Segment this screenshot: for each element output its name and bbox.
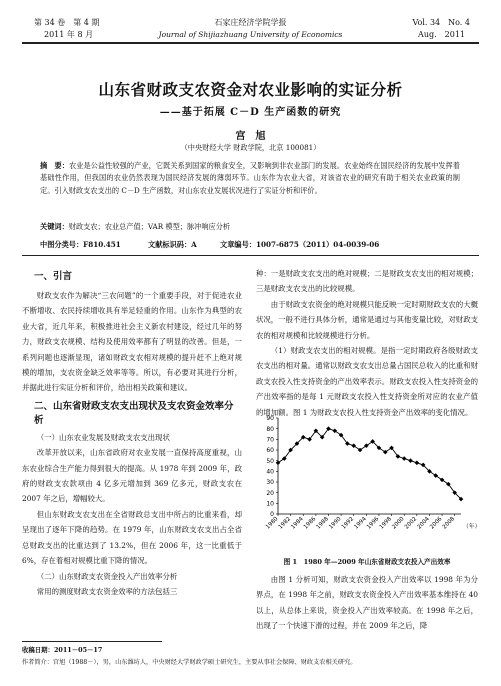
data-point (415, 461, 420, 466)
volume-issue: 第 34 卷 第 4 期 (34, 18, 100, 27)
y-tick-label: 20 (266, 489, 274, 497)
subsection-2-title: （二）山东财政支农资金投入产出效率分析 (36, 571, 178, 581)
right-paragraph-after-figure: 由图 1 分析可知，财政支农资金投入产出效率以 1998 年为分界点，在 1998 年之前，财政支农资金投入产出效率基本维持在 40 以上，从总体上来说，资金投入产出效率较高。在 1998 年之后，出现了一个快速下滑的过程，并在 2009 年之后，降 (256, 575, 478, 631)
publish-date-en: Aug. 2011 (418, 30, 465, 39)
y-tick-label: 70 (266, 436, 274, 444)
x-tick-label: 2004 (416, 516, 431, 531)
clc-number: 中图分类号：F810.451 (40, 240, 121, 249)
abstract-label: 摘 要： (40, 161, 69, 170)
x-tick-label: 1988 (315, 516, 330, 531)
section-2-title: 二、山东省财政支农支出现状及支农资金效率分析 (34, 400, 234, 426)
series-line (278, 429, 461, 499)
efficiency-line-chart (256, 410, 481, 548)
volume-issue-en: Vol. 34 No. 4 (412, 18, 470, 27)
document-code: 文献标识码：A (148, 240, 197, 249)
subsection-2-paragraph: 常用的测度财政支农资金效率的方法包括三 (36, 586, 178, 596)
article-number: 文章编号：1007-6875（2011）04-0039-06 (220, 240, 380, 249)
paper-title: 山东省财政支农资金对农业影响的实证分析 (98, 80, 403, 99)
header-rule (22, 42, 479, 44)
data-point (402, 456, 407, 461)
x-tick-label: 1986 (302, 516, 318, 531)
abstract (40, 160, 460, 197)
x-tick-label: 1984 (290, 516, 305, 531)
right-paragraph-3: （1）财政支农支出的相对规模。是指一定时期政府各级财政支农支出的相对量。通常以财政支农支出总量占国民总收入的比重和财政支农投入性支持资金的产出效率表示。财政支农投入性支持资金的产出效率指的是每 1 元财政支农投入性支持资金所对应的农业产值的增加额。图 1 为财政支农投入性支持资金产出效率的变化情况。 (256, 346, 478, 417)
figure-caption: 图 1 1980 年—2009 年山东省财政支农投入产出效率 (283, 558, 451, 566)
y-tick-label: 60 (266, 447, 274, 455)
y-tick-label: 30 (266, 479, 274, 487)
left-column (22, 262, 242, 599)
x-tick-label: 1990 (328, 516, 343, 531)
right-paragraph-1: 种：一是财政支农支出的绝对规模；二是财政支农支出的相对规模；三是财政支农支出的比较规模。 (256, 269, 478, 294)
abstract-text: 农业是公益性较强的产业，它既关系到国家的粮食安全，又影响到非农业部门的发展。农业始终在国民经济的发展中发挥着基础性作用，但我国的农业仍然表现为国民经济发展的薄弱环节。山东作为农业大省，对该省农业的研究有助于相关农业政策的制定。引入财政支农支出的 C－D 生产函数，对山东农业发展状况进行了实证分析和评价。 (40, 161, 460, 195)
journal-name-en: Journal of Shijiazhuang University of Economics (158, 30, 343, 39)
y-tick-label: 80 (266, 425, 274, 433)
subsection-1-title: （一）山东农业发展及财政支农支出现状 (36, 432, 170, 442)
keywords (40, 221, 460, 232)
author-affiliation: （中央财经大学 财政学院，北京 100081） (180, 143, 321, 152)
x-tick-label: 1982 (277, 516, 293, 531)
y-tick-label: 40 (266, 468, 274, 476)
x-tick-label: 1994 (353, 516, 368, 531)
y-tick-label: 90 (266, 415, 274, 423)
author-note: 作者简介：宫旭（1988－），男，山东潍坊人，中央财经大学财政学硕士研究生，主要从事社会保障、财政支农相关研究。 (22, 659, 357, 666)
section-2-paragraph-1: 改革开放以来，山东省政府对农业发展一直保持高度重视，山东农业综合生产能力得到很大的提高。从 1978 年到 2009 年，政府的财政支农款项由 4 亿多元增加到 369 亿多元，财政支农在 2007 年之后，增幅较大。 (22, 448, 242, 504)
footnote-rule (22, 641, 162, 642)
x-tick-label: 2008 (441, 516, 457, 531)
x-tick-label: 1980 (265, 516, 280, 531)
x-tick-label: 2000 (391, 516, 406, 531)
author-name: 宫 旭 (235, 131, 266, 142)
x-tick-label: 2002 (403, 516, 419, 531)
received-date: 收稿日期：2011－05－17 (22, 646, 103, 654)
x-tick-label: 2006 (429, 516, 444, 531)
y-tick-label: 50 (266, 457, 274, 465)
x-tick-label: 1992 (340, 516, 356, 531)
journal-name-cn: 石家庄经济学院学报 (214, 18, 287, 27)
right-column-continued (256, 572, 478, 634)
y-tick-label: 0 (270, 511, 274, 519)
section-1-paragraph: 财政支农作为解决“三农问题”的一个重要手段，对于促进农业不断增收、农民持续增收具有举足轻重的作用。山东作为典型的农业大省，近几年来，积极推进社会主义新农村建设，经过几年的努力，财政支农规模、结构及使用效率都有了明显的改善。但是，一系列问题也逐渐显现，诸如财政支农相对规模的提升赶不上绝对规模的增加，支农资金缺乏效率等等。所以，有必要对其进行分析，并据此进行实证分析和评价，给出相关政策和建议。 (22, 291, 242, 393)
paper-subtitle: ——基于拓展 C－D 生产函数的研究 (159, 107, 342, 118)
x-unit-label: （年） (463, 524, 481, 530)
data-point (408, 458, 413, 463)
y-tick-label: 10 (266, 500, 274, 508)
right-column (256, 266, 478, 423)
x-tick-label: 1998 (378, 516, 394, 531)
x-tick-label: 1996 (366, 516, 381, 531)
right-paragraph-2: 由于财政支农资金的绝对规模只能反映一定时期财政支农的大概状况，一般不进行具体分析，通常是通过与其他变量比较，对财政支农的相对规模和比较规模进行分析。 (256, 299, 478, 340)
keywords-label: 关键词： (40, 222, 69, 231)
section-1-title: 一、引言 (34, 271, 73, 282)
keywords-text: 财政支农；农业总产值；VAR 模型；脉冲响应分析 (68, 222, 231, 231)
section-2-paragraph-2: 但山东财政支农支出在全省财政总支出中所占的比重来看，却呈现出了逐年下降的趋势。在 1979 年，山东财政支农支出占全省总财政支出的比重达到了 13.2%，但在 2006 年，这一比重低于 6%，存在着相对规模比重下降的情况。 (22, 509, 242, 566)
abstract-rule (22, 255, 479, 256)
publish-date: 2011 年 8 月 (44, 30, 94, 39)
